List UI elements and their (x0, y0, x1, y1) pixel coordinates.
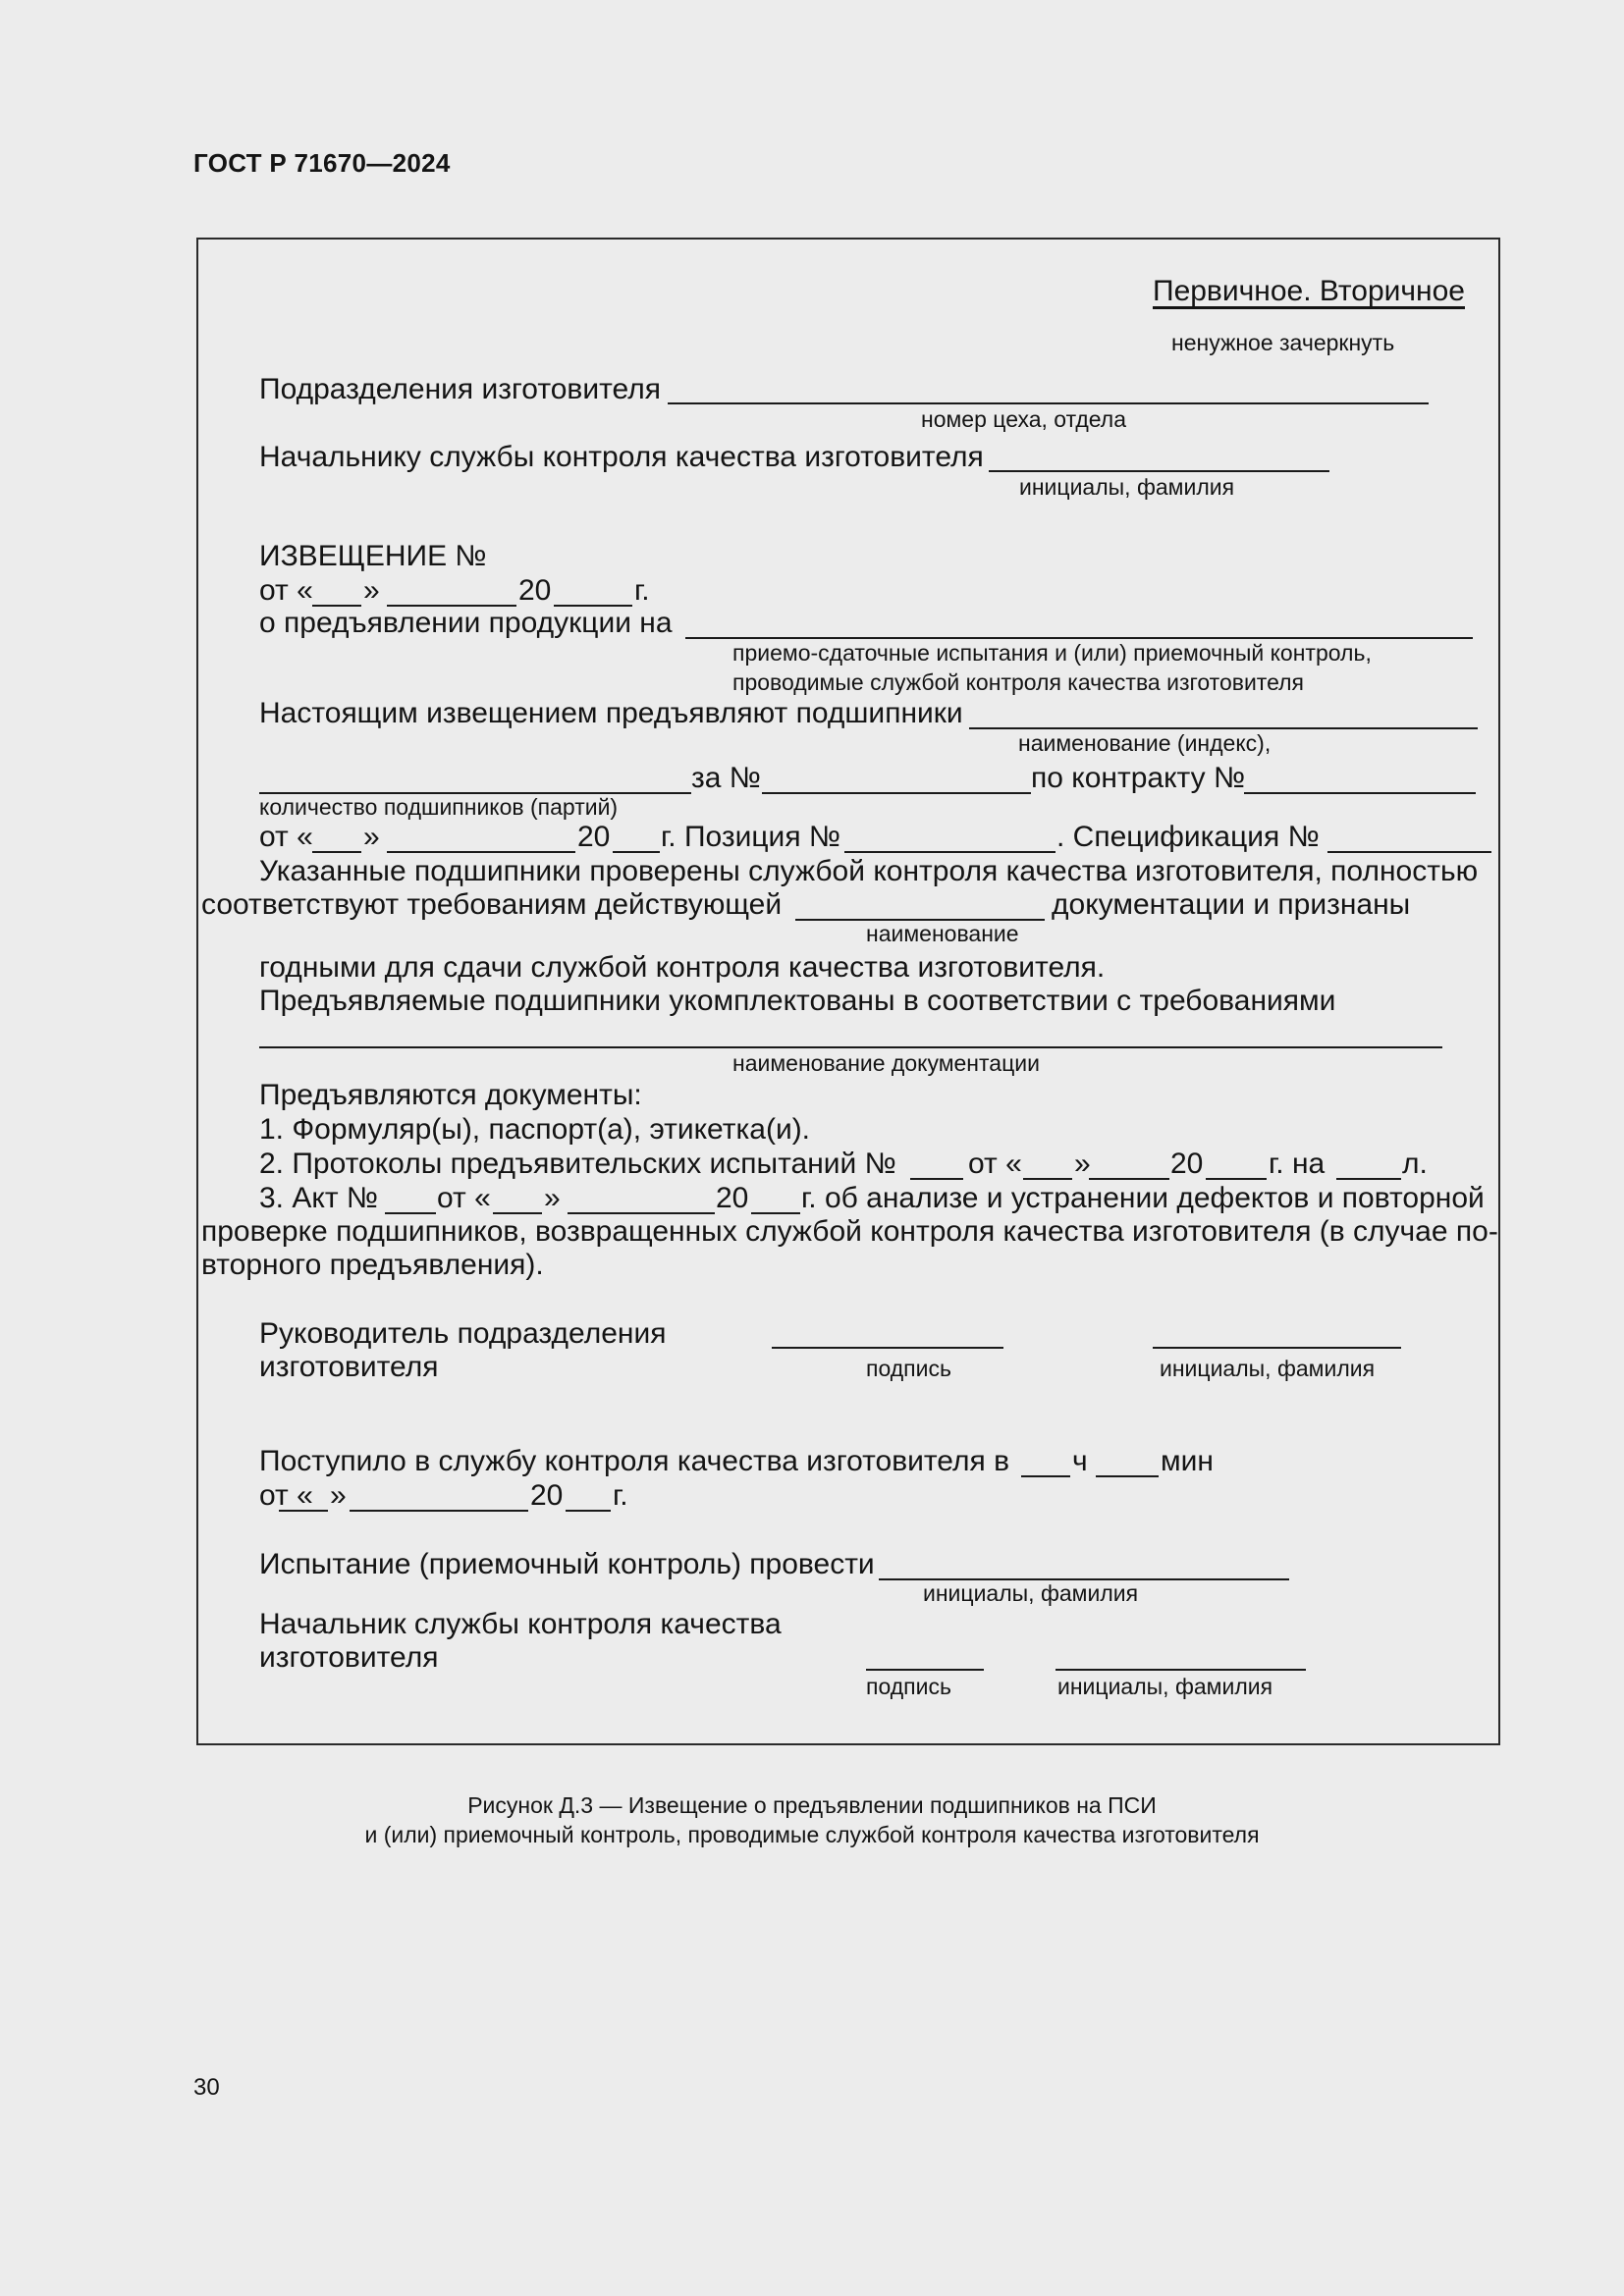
position-field[interactable] (844, 851, 1056, 853)
spec-label: . Спецификация № (1056, 821, 1320, 853)
doc-item-2-from: от « (968, 1148, 1022, 1180)
contract-number-field[interactable] (1244, 792, 1476, 794)
doc-item-2-label: 2. Протоколы предъявительских испытаний № (259, 1148, 896, 1180)
doc-item-3-line-3: вторного предъявления). (201, 1249, 544, 1281)
act-number-field[interactable] (385, 1212, 436, 1214)
head-label-1: Руководитель подразделения (259, 1317, 667, 1350)
received-hour-field[interactable] (1021, 1475, 1070, 1477)
act-month-field[interactable] (568, 1212, 715, 1214)
contract-date-from: от « (259, 821, 313, 853)
chief2-name-hint: инициалы, фамилия (1057, 1674, 1273, 1699)
test-hint: инициалы, фамилия (923, 1580, 1139, 1606)
presentation-hint-2: проводимые службой контроля качества изготовителя (732, 669, 1304, 695)
doc-item-3-from: от « (437, 1182, 491, 1214)
bearings-hint: наименование (индекс), (1018, 730, 1272, 756)
fit-line: годными для сдачи службой контроля качества изготовителя. (259, 951, 1106, 984)
contract-year-field[interactable] (613, 851, 660, 853)
protocol-month-field[interactable] (1089, 1178, 1169, 1180)
protocol-year-field[interactable] (1206, 1178, 1267, 1180)
doc-item-2-year-prefix: 20 (1170, 1148, 1204, 1180)
protocol-pages-field[interactable] (1336, 1178, 1401, 1180)
doc-naming-hint: наименование документации (732, 1050, 1040, 1076)
doc-item-2-on: г. на (1269, 1148, 1326, 1180)
chief2-label-1: Начальник службы контроля качества (259, 1608, 782, 1640)
protocol-day-field[interactable] (1023, 1178, 1072, 1180)
page-number: 30 (193, 2074, 220, 2101)
division-label: Подразделения изготовителя (259, 373, 661, 405)
chief2-signature-hint: подпись (866, 1674, 951, 1699)
head-signature-field[interactable] (772, 1347, 1003, 1349)
act-year-field[interactable] (751, 1212, 800, 1214)
presentation-label: о предъявлении продукции на (259, 607, 673, 639)
received-minute-label: мин (1161, 1445, 1214, 1477)
chief-hint: инициалы, фамилия (1019, 474, 1235, 500)
doc-item-3-label: 3. Акт № (259, 1182, 379, 1214)
complete-line: Предъявляемые подшипники укомплектованы в соответствии с требованиями (259, 985, 1336, 1017)
notice-year-prefix: 20 (518, 574, 552, 607)
head-name-field[interactable] (1153, 1347, 1401, 1349)
division-hint: номер цеха, отдела (921, 406, 1127, 432)
contract-month-field[interactable] (387, 851, 575, 853)
received-day-field[interactable] (279, 1510, 328, 1512)
head-label-2: изготовителя (259, 1351, 439, 1383)
received-minute-field[interactable] (1096, 1475, 1159, 1477)
chief2-signature-field[interactable] (866, 1669, 984, 1671)
bearings-label: Настоящим извещением предъявляют подшипники (259, 697, 963, 729)
received-hour-label: ч (1072, 1445, 1088, 1477)
head-signature-hint: подпись (866, 1356, 951, 1381)
doc-name-hint: наименование (866, 921, 1019, 946)
notice-year-suffix: г. (634, 574, 650, 607)
notice-date-from: от « (259, 574, 313, 607)
received-year-prefix: 20 (530, 1479, 564, 1512)
notice-date-close: » (363, 574, 380, 607)
received-year-field[interactable] (566, 1510, 611, 1512)
for-number-label: за № (691, 762, 761, 794)
bearings-field[interactable] (969, 727, 1478, 729)
act-day-field[interactable] (493, 1212, 542, 1214)
doc-item-3-rest: г. об анализе и устранении дефектов и повторной (801, 1182, 1485, 1214)
checked-line-2b: документации и признаны (1052, 888, 1411, 921)
chief2-name-field[interactable] (1056, 1669, 1306, 1671)
received-year-suffix: г. (613, 1479, 628, 1512)
head-name-hint: инициалы, фамилия (1160, 1356, 1376, 1381)
test-label: Испытание (приемочный контроль) провести (259, 1548, 875, 1580)
contract-year-prefix: 20 (577, 821, 611, 853)
position-label: г. Позиция № (661, 821, 841, 853)
notice-kind-note: ненужное зачеркнуть (1171, 330, 1395, 355)
doc-item-3-year-prefix: 20 (716, 1182, 749, 1214)
chief-field[interactable] (989, 470, 1329, 472)
spec-field[interactable] (1327, 851, 1491, 853)
document-code: ГОСТ Р 71670—2024 (193, 148, 451, 178)
figure-caption-line-2: и (или) приемочный контроль, проводимые службой контроля качества изготовителя (364, 1822, 1260, 1847)
contract-number-label: по контракту № (1031, 762, 1246, 794)
division-field[interactable] (668, 402, 1429, 404)
for-number-field[interactable] (762, 792, 1031, 794)
presentation-field[interactable] (685, 637, 1473, 639)
notice-title: ИЗВЕЩЕНИЕ № (259, 540, 487, 572)
protocol-number-field[interactable] (910, 1178, 963, 1180)
received-label: Поступило в службу контроля качества изготовителя в (259, 1445, 1010, 1477)
doc-naming-field[interactable] (259, 1046, 1442, 1048)
doc-item-3-close: » (544, 1182, 561, 1214)
chief-label: Начальнику службы контроля качества изготовителя (259, 441, 984, 473)
presentation-hint-1: приемо-сдаточные испытания и (или) приемочный контроль, (732, 640, 1372, 666)
doc-item-2-pages: л. (1402, 1148, 1428, 1180)
contract-date-close: » (363, 821, 380, 853)
received-month-field[interactable] (350, 1510, 528, 1512)
docs-title: Предъявляются документы: (259, 1079, 642, 1111)
checked-line-1: Указанные подшипники проверены службой контроля качества изготовителя, полностью (259, 855, 1479, 887)
doc-item-2-close: » (1074, 1148, 1091, 1180)
contract-day-field[interactable] (312, 851, 361, 853)
received-date-open: от « (259, 1479, 313, 1512)
doc-item-3-line-2: проверке подшипников, возвращенных службой контроля качества изготовителя (в случае по- (201, 1215, 1498, 1248)
quantity-hint: количество подшипников (партий) (259, 794, 619, 820)
chief2-label-2: изготовителя (259, 1641, 439, 1674)
checked-line-2a: соответствуют требованиям действующей (201, 888, 783, 921)
received-date-close: » (330, 1479, 347, 1512)
doc-item-1: 1. Формуляр(ы), паспорт(а), этикетка(и). (259, 1113, 811, 1146)
figure-caption-line-1: Рисунок Д.3 — Извещение о предъявлении подшипников на ПСИ (467, 1792, 1157, 1818)
notice-kind: Первичное. Вторичное (1153, 275, 1465, 307)
